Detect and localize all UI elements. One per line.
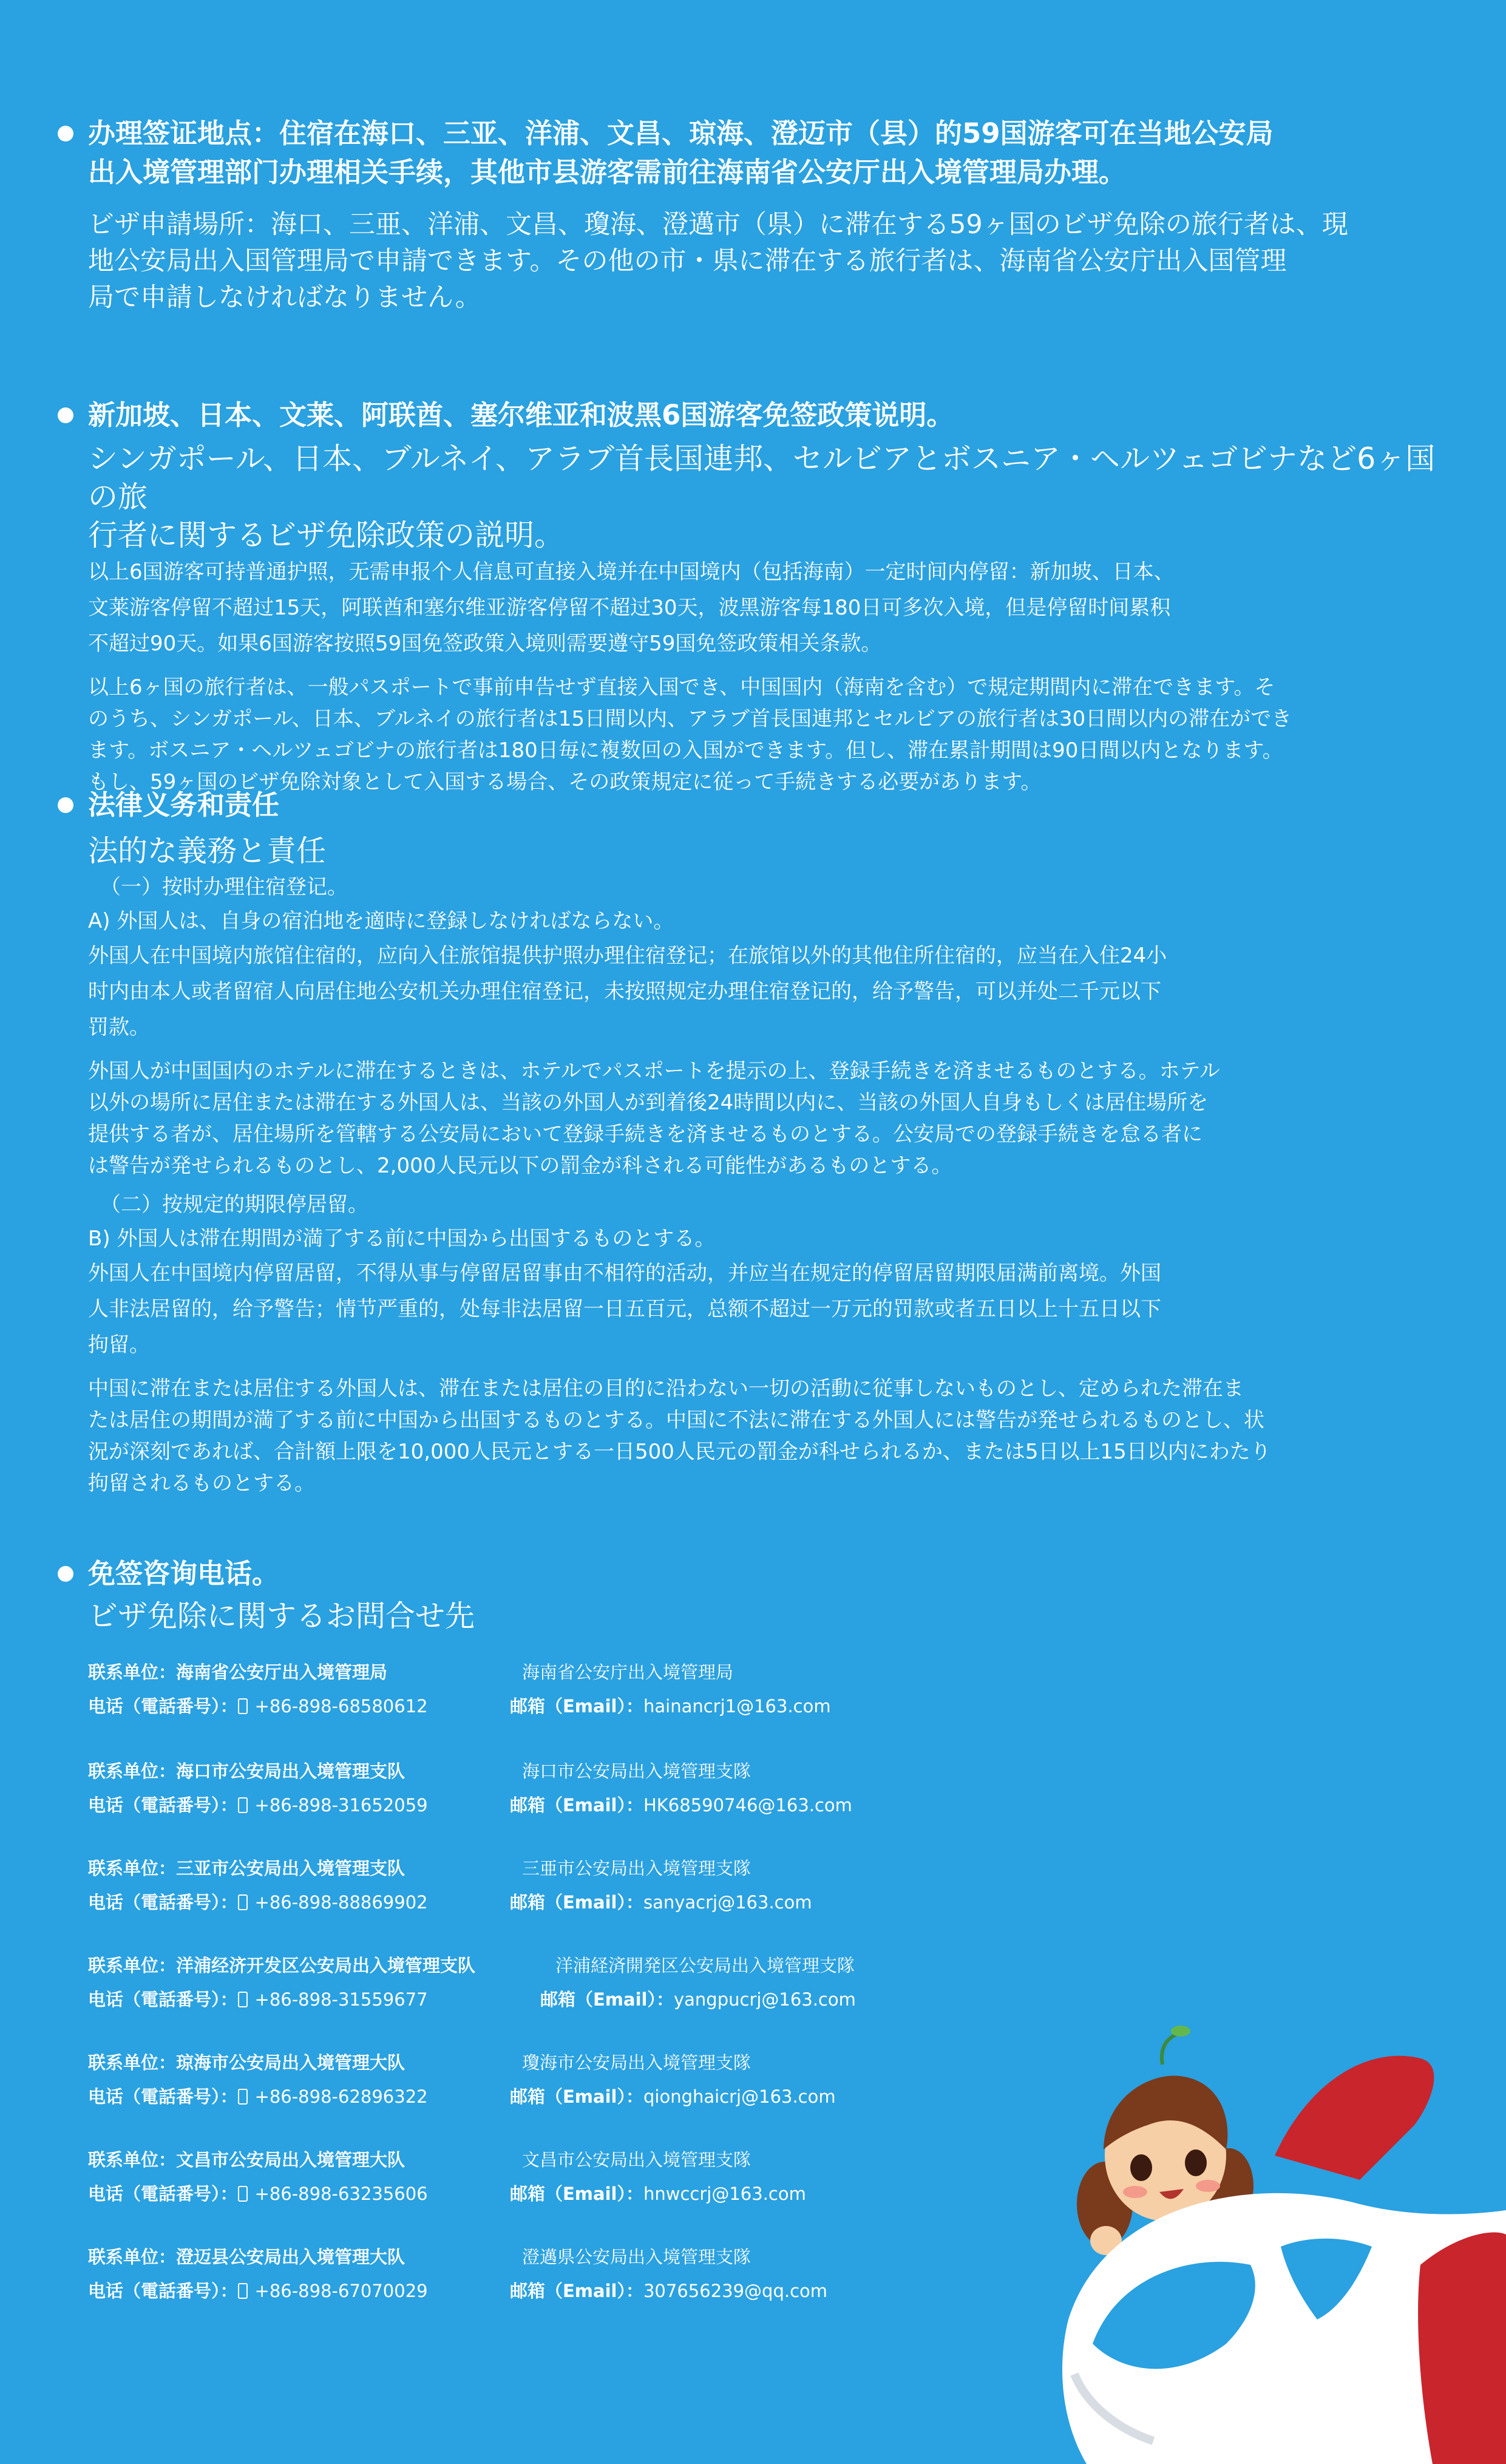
email-group [510, 2274, 827, 2308]
section-heading: 免签咨询电话。 [88, 1557, 280, 1590]
contact-entry [88, 2240, 828, 2337]
section-visa-location [58, 114, 1436, 316]
contact-unit-row [88, 1948, 855, 1982]
chinese-paragraph: 以上6国游客可持普通护照，无需申报个人信息可直接入境并在中国境内（包括海南）一定时间内停留：新加坡、日本、 文莱游客停留不超过15天，阿联酋和塞尔维亚游客停留不超过30天，波黑游客每180日可多次入境，但是停留时间累积 不超过90天。如果6国游客按照59国免签政策入境则需要遵守59国免签政策相关条款。 [88, 560, 1175, 656]
unit-name: 三亚市公安局出入境管理支队 [176, 1858, 405, 1879]
email-group [510, 1689, 831, 1723]
airplane-tail-icon [1275, 2056, 1434, 2180]
email-label: 邮箱（Email）： [510, 2086, 643, 2107]
unit-name: 海口市公安局出入境管理支队 [176, 1761, 405, 1782]
section-heading: 法律义务和责任 [88, 789, 280, 821]
email-address[interactable]: qionghaicrj@163.com [643, 2086, 836, 2107]
email-group [540, 1982, 856, 2016]
unit-label: 联系单位： [88, 1662, 177, 1683]
unit-label: 联系单位： [88, 1761, 177, 1782]
phone-icon [238, 1797, 248, 1813]
contact-phone-row [88, 2274, 828, 2308]
unit-name-jp: 海口市公安局出入境管理支隊 [522, 1761, 751, 1782]
phone-icon [238, 2089, 248, 2105]
japanese-subheading: シンガポール、日本、ブルネイ、アラブ首長国連邦、セルビアとボスニア・ヘルツェゴビナなど6ヶ国の旅 行者に関するビザ免除政策の説明。 [88, 441, 1436, 553]
unit-name-jp: 洋浦経済開発区公安局出入境管理支隊 [555, 1955, 855, 1976]
unit-name-jp: 瓊海市公安局出入境管理支隊 [522, 2052, 751, 2073]
email-group [510, 1788, 852, 1822]
contact-entry [88, 1754, 852, 1851]
email-group [510, 2177, 806, 2211]
phone-number[interactable]: +86-898-31652059 [254, 1795, 428, 1816]
unit-name-jp: 澄邁県公安局出入境管理支隊 [522, 2247, 751, 2267]
phone-number[interactable]: +86-898-67070029 [254, 2281, 428, 2301]
japanese-paragraph: 中国に滞在または居住する外国人は、滞在または居住の目的に沿わない一切の活動に従事しないものとし、定められた滞在ま たは居住の期間が満了する前に中国から出国するものとする。中国に不法に滞在する外国人には警告が発せられるものとし、状 況が深刻であれば、合計額上限を10,000人民元とする一日500人民元の罰金が科せられるか、または5日以上15日以内にわたり 拘留されるものとする。 [88, 1377, 1271, 1496]
heading-line: 办理签证地点：住宿在海口、三亚、洋浦、文昌、琼海、澄迈市（县）的59国游客可在当地公安局 [88, 117, 1274, 149]
subsection-title-jp: B) 外国人は滞在期間が満了する前に中国から出国するものとする。 [88, 1227, 716, 1251]
japanese-paragraph: 以上6ヶ国の旅行者は、一般パスポートで事前申告せず直接入国でき、中国国内（海南を含む）で規定期間内に滞在できます。そ のうち、シンガポール、日本、ブルネイの旅行者は15日間以内、アラブ首長国連邦とセルビアの旅行者は30日間以内の滞在ができ ます。ボスニア・ヘルツェゴビナの旅行者は180日毎に複数回の入国ができます。但し、滞在累計期間は90日間以内となります。 もし、59ヶ国のビザ免除対象として入国する場合、その政策規定に従って手続きする必要があります。 [88, 675, 1292, 794]
phone-number[interactable]: +86-898-62896322 [254, 2086, 428, 2107]
contact-phone-row [88, 1982, 856, 2016]
japanese-paragraph: 外国人が中国国内のホテルに滞在するときは、ホテルでパスポートを提示の上、登録手続きを済ませるものとする。ホテル 以外の場所に居住または滞在する外国人は、当該の外国人が到着後24時間以内に、当該の外国人自身もしくは居住場所を 提供する者が、居住場所を管轄する公安局において登録手続きを済ませるものとする。公安局での登録手続きを怠る者に は警告が発せられるものとし、2,000人民元以下の罰金が科される可能性があるものとする。 [88, 1059, 1220, 1178]
contact-entry [88, 1851, 812, 1948]
section-legal-duties [58, 786, 1436, 1499]
phone-icon [238, 1894, 248, 1910]
email-address[interactable]: yangpucrj@163.com [673, 1989, 856, 2010]
subsection-title: （一）按时办理住宿登记。 [100, 875, 348, 899]
phone-icon [238, 2283, 248, 2299]
contact-unit-row [88, 2240, 751, 2274]
bullet-dot [58, 407, 73, 423]
section-contacts [58, 1554, 1436, 1635]
bullet-dot [58, 1566, 73, 1582]
contact-entry [88, 1655, 831, 1754]
girl-airplane-illustration [996, 2004, 1506, 2464]
contact-unit-row [88, 1655, 734, 1689]
japanese-subheading: ビザ免除に関するお問合せ先 [88, 1599, 475, 1633]
unit-name-jp: 文昌市公安局出入境管理支隊 [522, 2149, 751, 2170]
contact-unit-row [88, 2143, 751, 2177]
phone-icon [238, 2186, 248, 2202]
section-six-countries [58, 396, 1436, 798]
email-label: 邮箱（Email）： [510, 1892, 643, 1913]
phone-label: 电话（電話番号）： [88, 1989, 238, 2010]
contact-phone-row [88, 1788, 852, 1822]
phone-label: 电话（電話番号）： [88, 2086, 238, 2107]
phone-icon [238, 1698, 248, 1714]
section-heading: 新加坡、日本、文莱、阿联酋、塞尔维亚和波黑6国游客免签政策说明。 [88, 399, 954, 431]
contact-entry [88, 2143, 806, 2240]
bullet-dot [58, 797, 73, 813]
contact-list [88, 1655, 856, 2337]
phone-label: 电话（電話番号）： [88, 1795, 238, 1816]
unit-label: 联系单位： [88, 2149, 177, 2170]
phone-number[interactable]: +86-898-63235606 [254, 2183, 428, 2204]
contact-unit-row [88, 1754, 751, 1788]
contact-unit-row [88, 1851, 751, 1885]
phone-label: 电话（電話番号）： [88, 1696, 238, 1717]
section-heading [88, 114, 1436, 192]
phone-label: 电话（電話番号）： [88, 2183, 238, 2204]
email-label: 邮箱（Email）： [510, 1795, 643, 1816]
heading-line: 出入境管理部门办理相关手续，其他市县游客需前往海南省公安厅出入境管理局办理。 [88, 156, 1127, 188]
phone-icon [238, 1992, 248, 2007]
email-label: 邮箱（Email）： [540, 1989, 674, 2010]
subsection-title-jp: A) 外国人は、自身の宿泊地を適時に登録しなければならない。 [88, 909, 674, 933]
email-address[interactable]: sanyacrj@163.com [643, 1892, 812, 1913]
unit-name: 琼海市公安局出入境管理大队 [176, 2052, 405, 2073]
unit-label: 联系单位： [88, 1858, 177, 1879]
chinese-paragraph: 外国人在中国境内停留居留，不得从事与停留居留事由不相符的活动，并应当在规定的停留居留期限届满前离境。外国 人非法居留的，给予警告；情节严重的，处每非法居留一日五百元，总额不超过一万元的罚款或者五日以上十五日以下 拘留。 [88, 1261, 1161, 1357]
contact-phone-row [88, 2080, 836, 2114]
contact-phone-row [88, 1885, 812, 1919]
unit-label: 联系单位： [88, 1955, 177, 1976]
unit-name: 澄迈县公安局出入境管理大队 [176, 2247, 405, 2267]
email-address[interactable]: hnwccrj@163.com [643, 2183, 806, 2204]
phone-label: 电话（電話番号）： [88, 1892, 238, 1913]
email-label: 邮箱（Email）： [510, 1696, 643, 1717]
japanese-paragraph: ビザ申請場所：海口、三亜、洋浦、文昌、瓊海、澄邁市（県）に滞在する59ヶ国のビザ免除の旅行者は、現 地公安局出入国管理局で申請できます。その他の市・県に滞在する旅行者は、海南省公安庁出入国管理 局で申請しなければなりません。 [88, 209, 1348, 313]
japanese-subheading: 法的な義務と責任 [88, 834, 327, 868]
email-group [510, 1885, 812, 1919]
phone-number[interactable]: +86-898-68580612 [254, 1696, 428, 1717]
phone-number[interactable]: +86-898-88869902 [254, 1892, 428, 1913]
chinese-paragraph: 外国人在中国境内旅馆住宿的，应向入住旅馆提供护照办理住宿登记；在旅馆以外的其他住所住宿的，应当在入住24小 时内由本人或者留宿人向居住地公安机关办理住宿登记，未按照规定办理住宿登记的，给予警告，可以并处二千元以下 罚款。 [88, 944, 1167, 1040]
unit-name: 文昌市公安局出入境管理大队 [176, 2149, 405, 2170]
email-address[interactable]: hainancrj1@163.com [643, 1696, 831, 1717]
email-label: 邮箱（Email）： [510, 2183, 643, 2204]
contact-unit-row [88, 2046, 751, 2080]
bullet-dot [58, 126, 73, 141]
phone-label: 电话（電話番号）： [88, 2281, 238, 2301]
unit-name-jp: 三亜市公安局出入境管理支隊 [522, 1858, 751, 1879]
phone-number[interactable]: +86-898-31559677 [254, 1989, 428, 2010]
unit-label: 联系单位： [88, 2247, 177, 2267]
contact-entry [88, 2046, 836, 2143]
email-address[interactable]: HK68590746@163.com [643, 1795, 852, 1816]
unit-name: 洋浦经济开发区公安局出入境管理支队 [176, 1955, 476, 1976]
contact-phone-row [88, 2177, 806, 2211]
email-label: 邮箱（Email）： [510, 2281, 643, 2301]
unit-name-jp: 海南省公安庁出入境管理局 [522, 1662, 734, 1683]
contact-phone-row [88, 1689, 831, 1723]
unit-label: 联系单位： [88, 2052, 177, 2073]
subsection-title: （二）按规定的期限停居留。 [100, 1193, 368, 1217]
airplane-body-icon [1062, 2193, 1506, 2464]
email-address[interactable]: 307656239@qq.com [643, 2281, 828, 2301]
email-group [510, 2080, 836, 2114]
unit-name: 海南省公安厅出入境管理局 [176, 1662, 388, 1683]
contact-entry [88, 1948, 856, 2046]
